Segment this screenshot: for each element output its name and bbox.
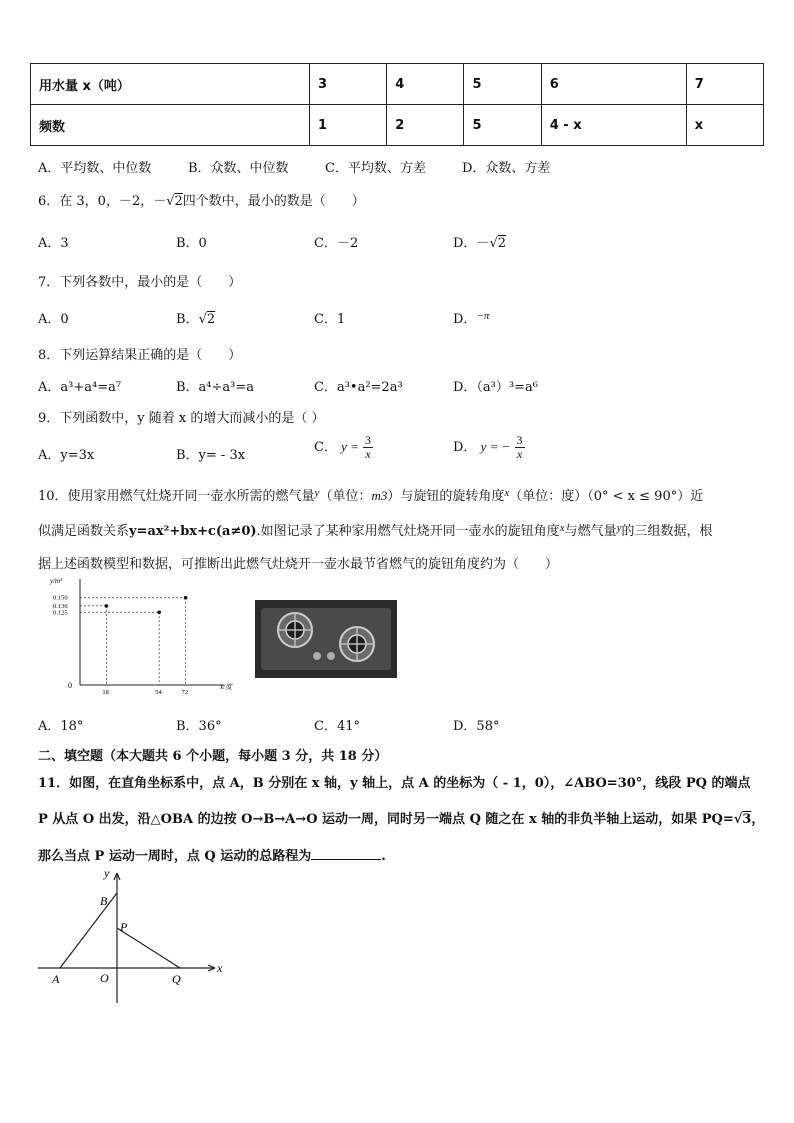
q10-chart bbox=[42, 575, 242, 700]
table-row bbox=[31, 64, 764, 105]
q5-option-a: A．平均数、中位数 bbox=[38, 161, 152, 176]
q11-figure bbox=[30, 865, 230, 1005]
table-cell: x bbox=[686, 105, 763, 146]
q8-option-a: A．a³+a⁴=a⁷ bbox=[38, 380, 122, 395]
q10-option-b: B．36° bbox=[176, 719, 222, 734]
q7-option-d: D．$^{-\pi}$ bbox=[453, 310, 490, 327]
q11-line3: 那么当点 P 运动一周时，点 Q 运动的总路程为 . bbox=[38, 849, 386, 864]
right-burner-icon bbox=[339, 626, 375, 662]
x-tick-label: 72 bbox=[181, 689, 189, 696]
table-cell: 4 - x bbox=[541, 105, 686, 146]
q8-stem: 8．下列运算结果正确的是（ ） bbox=[38, 348, 242, 363]
q7-option-b: B．√2 bbox=[176, 312, 216, 327]
label-a: A bbox=[52, 972, 60, 986]
table-cell: 1 bbox=[310, 105, 387, 146]
q9-option-b: B．y= - 3x bbox=[176, 448, 246, 463]
left-burner-icon bbox=[277, 612, 313, 648]
label-p: P bbox=[120, 920, 128, 934]
knob-icon bbox=[313, 652, 321, 660]
q6-stem: 6．在 3，0，－2，－√2四个数中，最小的数是（ ） bbox=[38, 194, 365, 209]
table-cell: 频数 bbox=[31, 105, 310, 146]
q5-option-b: B．众数、中位数 bbox=[188, 161, 289, 176]
label-q: Q bbox=[172, 972, 181, 986]
q10-line3: 据上述函数模型和数据，可推断出此燃气灶烧开一壶水最节省燃气的旋钮角度约为（ ） bbox=[38, 557, 559, 572]
data-point bbox=[184, 596, 188, 600]
q11-line2: P 从点 O 出发，沿△OBA 的边按 O→B→A→O 运动一周，同时另一端点 Q 随之在 x 轴的非负半轴上运动，如果 PQ=√3， bbox=[38, 812, 765, 827]
q10-line1: 10．使用家用燃气灶烧开同一壶水所需的燃气量$^y$（单位：m3）与旋钮的旋转角度$^x$（单位：度）（0° < x ≤ 90°）近 bbox=[38, 487, 704, 504]
q6-option-d: D．－√2 bbox=[453, 236, 507, 251]
q5-option-c: C．平均数、方差 bbox=[325, 161, 426, 176]
fraction: $\frac{3}{x}$ bbox=[516, 433, 523, 461]
gas-stove-photo bbox=[255, 600, 397, 678]
table-cell: 4 bbox=[387, 64, 464, 105]
q10-option-a: A．18° bbox=[38, 719, 84, 734]
data-point bbox=[157, 610, 161, 614]
y-tick-label: 0.136 bbox=[53, 602, 68, 610]
table-cell: 2 bbox=[387, 105, 464, 146]
q6-option-a: A．3 bbox=[38, 236, 69, 251]
q10-option-d: D．58° bbox=[453, 719, 500, 734]
y-tick-label: 0.150 bbox=[53, 594, 68, 602]
q11-line1: 11．如图，在直角坐标系中，点 A，B 分别在 x 轴，y 轴上，点 A 的坐标为（ - 1，0），∠ABO=30°，线段 PQ 的端点 bbox=[38, 776, 751, 791]
origin-label: 0 bbox=[68, 681, 72, 690]
table-cell: 5 bbox=[464, 105, 541, 146]
q6-option-c: C．－2 bbox=[314, 236, 359, 251]
y-tick-label: 0.125 bbox=[53, 609, 68, 617]
q6-option-b: B．0 bbox=[176, 236, 207, 251]
table-cell: 5 bbox=[464, 64, 541, 105]
label-x: x bbox=[217, 961, 223, 975]
table-cell: 6 bbox=[541, 64, 686, 105]
q7-option-c: C．1 bbox=[314, 312, 346, 327]
fraction: $\frac{3}{x}$ bbox=[365, 433, 372, 461]
table-cell: 用水量 x（吨） bbox=[31, 64, 310, 105]
q7-option-a: A．0 bbox=[38, 312, 69, 327]
section-title: 二、填空题（本大题共 6 个小题，每小题 3 分，共 18 分） bbox=[38, 749, 388, 764]
x-tick-label: 54 bbox=[155, 689, 162, 696]
segment-pq bbox=[117, 928, 180, 968]
q8-option-d: D．（a³）³=a⁶ bbox=[453, 380, 538, 395]
knob-icon bbox=[327, 652, 335, 660]
answer-blank[interactable] bbox=[311, 847, 381, 860]
label-o: O bbox=[100, 971, 109, 985]
q8-option-c: C．a³•a²=2a³ bbox=[314, 380, 403, 395]
q10-option-c: C．41° bbox=[314, 719, 360, 734]
q8-option-b: B．a⁴÷a³=a bbox=[176, 380, 255, 395]
q7-stem: 7．下列各数中，最小的是（ ） bbox=[38, 275, 242, 290]
q9-stem: 9．下列函数中，y 随着 x 的增大而减小的是（ ） bbox=[38, 411, 325, 426]
q9-option-c: C． y = $\frac{3}{x}$ bbox=[314, 433, 372, 461]
y-axis-label: y/m³ bbox=[50, 577, 63, 585]
q9-option-d: D． y = − $\frac{3}{x}$ bbox=[453, 433, 523, 461]
frequency-table bbox=[30, 63, 764, 146]
label-y: y bbox=[104, 866, 110, 880]
table-row bbox=[31, 105, 764, 146]
q10-line2: 似满足函数关系y=ax²+bx+c(a≠0).如图记录了某种家用燃气灶烧开同一壶水的旋钮角度$^x$与燃气量$^y$的三组数据，根 bbox=[38, 522, 713, 539]
q5-option-d: D．众数、方差 bbox=[462, 161, 551, 176]
x-axis-label: x/度 bbox=[220, 683, 233, 691]
table-cell: 3 bbox=[310, 64, 387, 105]
sqrt-sign: √ bbox=[166, 194, 175, 209]
segment-ab bbox=[60, 893, 117, 968]
q9-option-a: A．y=3x bbox=[38, 448, 95, 463]
label-b: B bbox=[100, 894, 108, 908]
x-tick-label: 18 bbox=[102, 689, 109, 696]
data-point bbox=[105, 604, 109, 608]
table-cell: 7 bbox=[686, 64, 763, 105]
